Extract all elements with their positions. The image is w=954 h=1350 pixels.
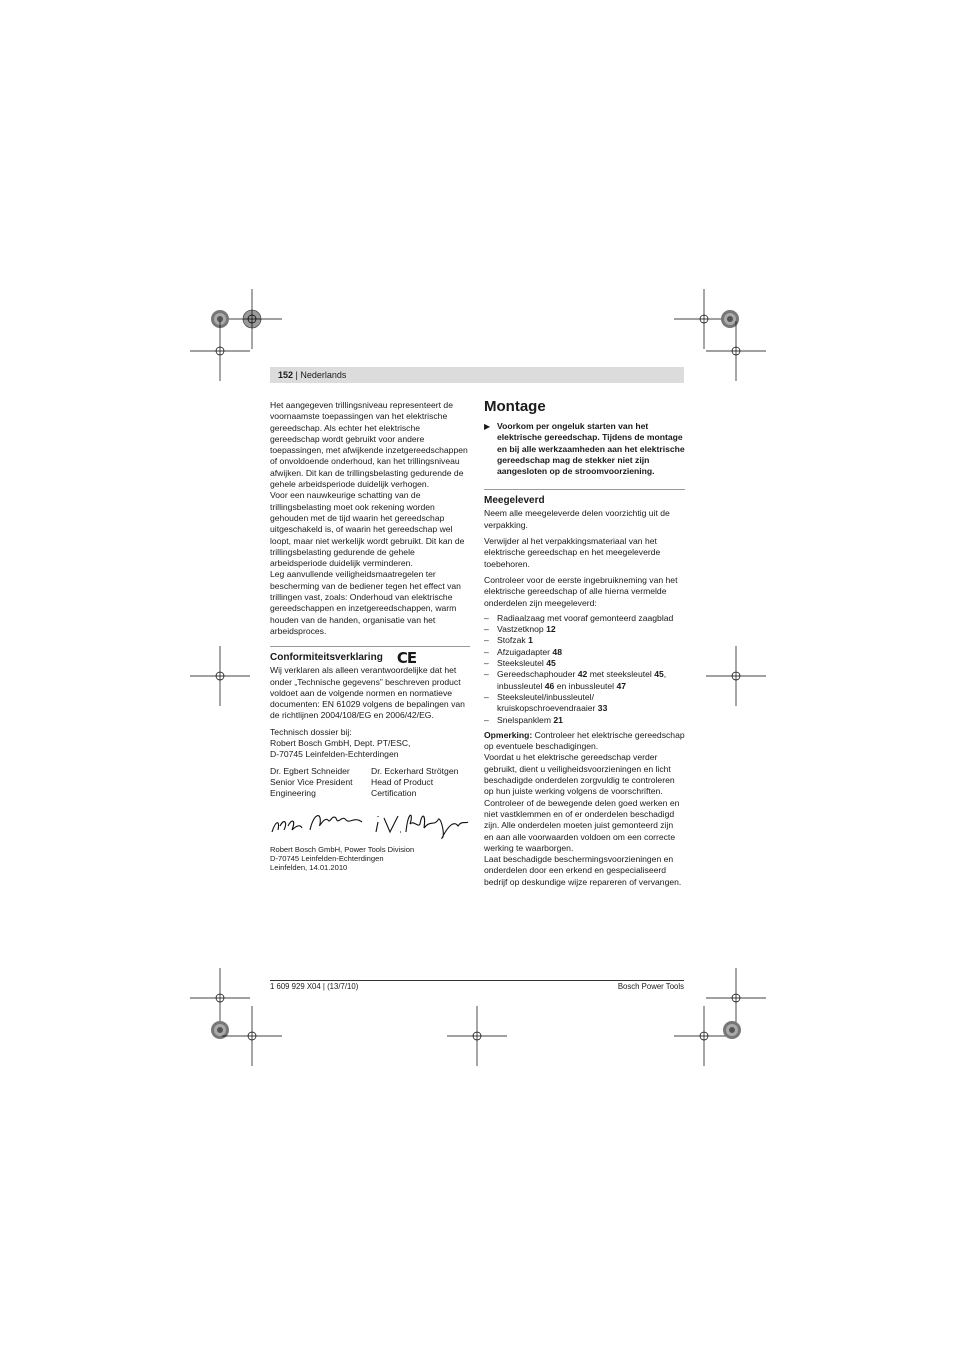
note-paragraph-3: Laat beschadigde beschermingsvoorzieningen en onderdelen door een erkend en gespecialiseerd bedrijf op deskundige wijze repareren of vervangen.: [484, 854, 682, 887]
vibration-paragraph-1: Het aangegeven trillingsniveau representeert de voornaamste toepassingen van het elektrische gereedschap. Als echter het elektrische gereedschap wordt gebruikt voor andere toepassingen, met afwijkende inzetgereedschappen of onvoldoende onderhoud, kan het trillingsniveau afwijken. Dit kan de trillingsbelasting gedurende de gehele arbeidsperiode duidelijk verhogen.: [270, 400, 468, 490]
montage-heading: Montage: [484, 398, 546, 415]
signatory-1-role: Senior Vice President: [270, 776, 353, 787]
list-item: – Snelspanklem 21: [484, 714, 563, 725]
list-item: – Steeksleutel 45: [484, 658, 556, 669]
note-label: Opmerking:: [484, 729, 533, 740]
footer-divider: [270, 980, 684, 981]
signatory-2-dept: Certification: [370, 788, 417, 799]
handwritten-signatures: [270, 806, 470, 840]
ce-mark-icon: CE: [396, 649, 417, 668]
note-paragraph-2: Voordat u het elektrische gereedschap verder gebruikt, dient u veiligheidsvoorzieningen en licht beschadigde onderdelen zorgvuldig te controleren op hun juiste werking volgens de voorschriften. Controleer of de bewegende delen goed werken en niet vastklemmen en of er onderdelen beschadigd zijn. Alle onderdelen moeten juist gemonteerd zijn en aan alle voorwaarden voldoen om een correcte werking te waarborgen.: [484, 752, 680, 853]
signatory-1-name: Dr. Egbert Schneider: [270, 765, 350, 776]
list-item: – Radiaalzaag met vooraf gemonteerd zaagblad: [484, 612, 674, 623]
arrow-right-icon: ▶: [484, 422, 491, 431]
conformity-text: Wij verklaren als alleen verantwoordelijke dat het onder „Technische gegevens” beschreven product voldoet aan de volgende normen en normatieve documenten: EN 61029 volgens de bepalingen van de richtlijnen 2004/108/EG en 2006/42/EG.: [270, 665, 465, 721]
registration-mark-icon: [706, 321, 766, 381]
section-divider: [270, 646, 470, 647]
registration-mark-icon: [190, 321, 250, 381]
address-line-2: D-70745 Leinfelden-Echterdingen: [270, 853, 384, 863]
right-column: [484, 397, 685, 888]
conformity-heading: Conformiteitsverklaring: [270, 652, 383, 664]
page-header: [270, 367, 684, 383]
list-item: – Vastzetknop 12: [484, 624, 556, 635]
list-item: – Afzuigadapter 48: [484, 646, 562, 657]
dossier-line-3: D-70745 Leinfelden-Echterdingen: [270, 749, 399, 760]
header-language: Nederlands: [300, 370, 347, 380]
section-divider: [484, 489, 685, 490]
registration-mark-icon: [222, 1006, 282, 1066]
page-number: 152: [278, 370, 294, 380]
registration-mark-icon: [706, 646, 766, 706]
safety-warning-text: Voorkom per ongeluk starten van het elektrische gereedschap. Tijdens de montage en bij alle werkzaamheden aan het elektrische gereedschap mag de stekker niet zijn aangesloten op de stroomvoorziening.: [497, 421, 685, 477]
signatories: [270, 766, 470, 800]
supplied-paragraph-2: Verwijder al het verpakkingsmateriaal van het elektrische gereedschap en het meegeleverde toebehoren.: [484, 536, 661, 569]
signatory-1-dept: Engineering: [270, 788, 316, 799]
list-item: – Steeksleutel/inbussleutel/ kruiskopschroevendraaier 33: [484, 691, 608, 714]
address-date: Leinfelden, 14.01.2010: [270, 862, 348, 872]
supplied-paragraph-3: Controleer voor de eerste ingebruikneming van het elektrische gereedschap of alle hierna vermelde onderdelen zijn meegeleverd:: [484, 574, 678, 608]
list-item: – Gereedschaphouder 42 met steeksleutel 45, inbussleutel 46 en inbussleutel 47: [484, 669, 667, 691]
signatory-2-role: Head of Product: [370, 776, 434, 787]
footer-brand: Bosch Power Tools: [617, 982, 684, 991]
note-text: Controleer het elektrische gereedschap op eventuele beschadigingen.: [484, 729, 685, 752]
safety-warning: [484, 421, 685, 477]
vibration-paragraph-2: Voor een nauwkeurige schatting van de trillingsbelasting moet ook rekening worden gehouden met de tijd waarin het gereedschap uitgeschakeld is, of waarin het gereedschap wel loopt, maar niet werkelijk wordt gebruikt. Dit kan de trillingsbelasting gedurende de gehele arbeidsperiode duidelijk verminderen.: [270, 490, 465, 569]
registration-mark-icon: [190, 646, 250, 706]
footer-document-number: 1 609 929 X04 | (13/7/10): [270, 982, 359, 991]
dossier-line-1: Technisch dossier bij:: [270, 726, 352, 737]
supplied-paragraph-1: Neem alle meegeleverde delen voorzichtig uit de verpakking.: [484, 508, 670, 530]
note-paragraph: [484, 730, 685, 753]
address-line-1: Robert Bosch GmbH, Power Tools Division: [270, 844, 415, 854]
registration-mark-icon: [447, 1006, 507, 1066]
registration-disc-icon: [702, 1000, 762, 1060]
supplied-items-list: [484, 613, 685, 726]
list-item: – Stofzak 1: [484, 635, 533, 646]
header-separator: |: [295, 370, 298, 380]
vibration-paragraph-3: Leg aanvullende veiligheidsmaatregelen ter bescherming van de bediener tegen het effect van trillingen vast, zoals: Onderhoud van elektrische gereedschappen en inzetgereedschappen, warm houden van de handen, organisatie van het arbeidsproces.: [270, 569, 461, 636]
dossier-line-2: Robert Bosch GmbH, Dept. PT/ESC,: [270, 738, 411, 749]
signatory-2-name: Dr. Eckerhard Strötgen: [370, 765, 459, 776]
supplied-heading: Meegeleverd: [484, 495, 545, 507]
left-column: [270, 400, 470, 872]
